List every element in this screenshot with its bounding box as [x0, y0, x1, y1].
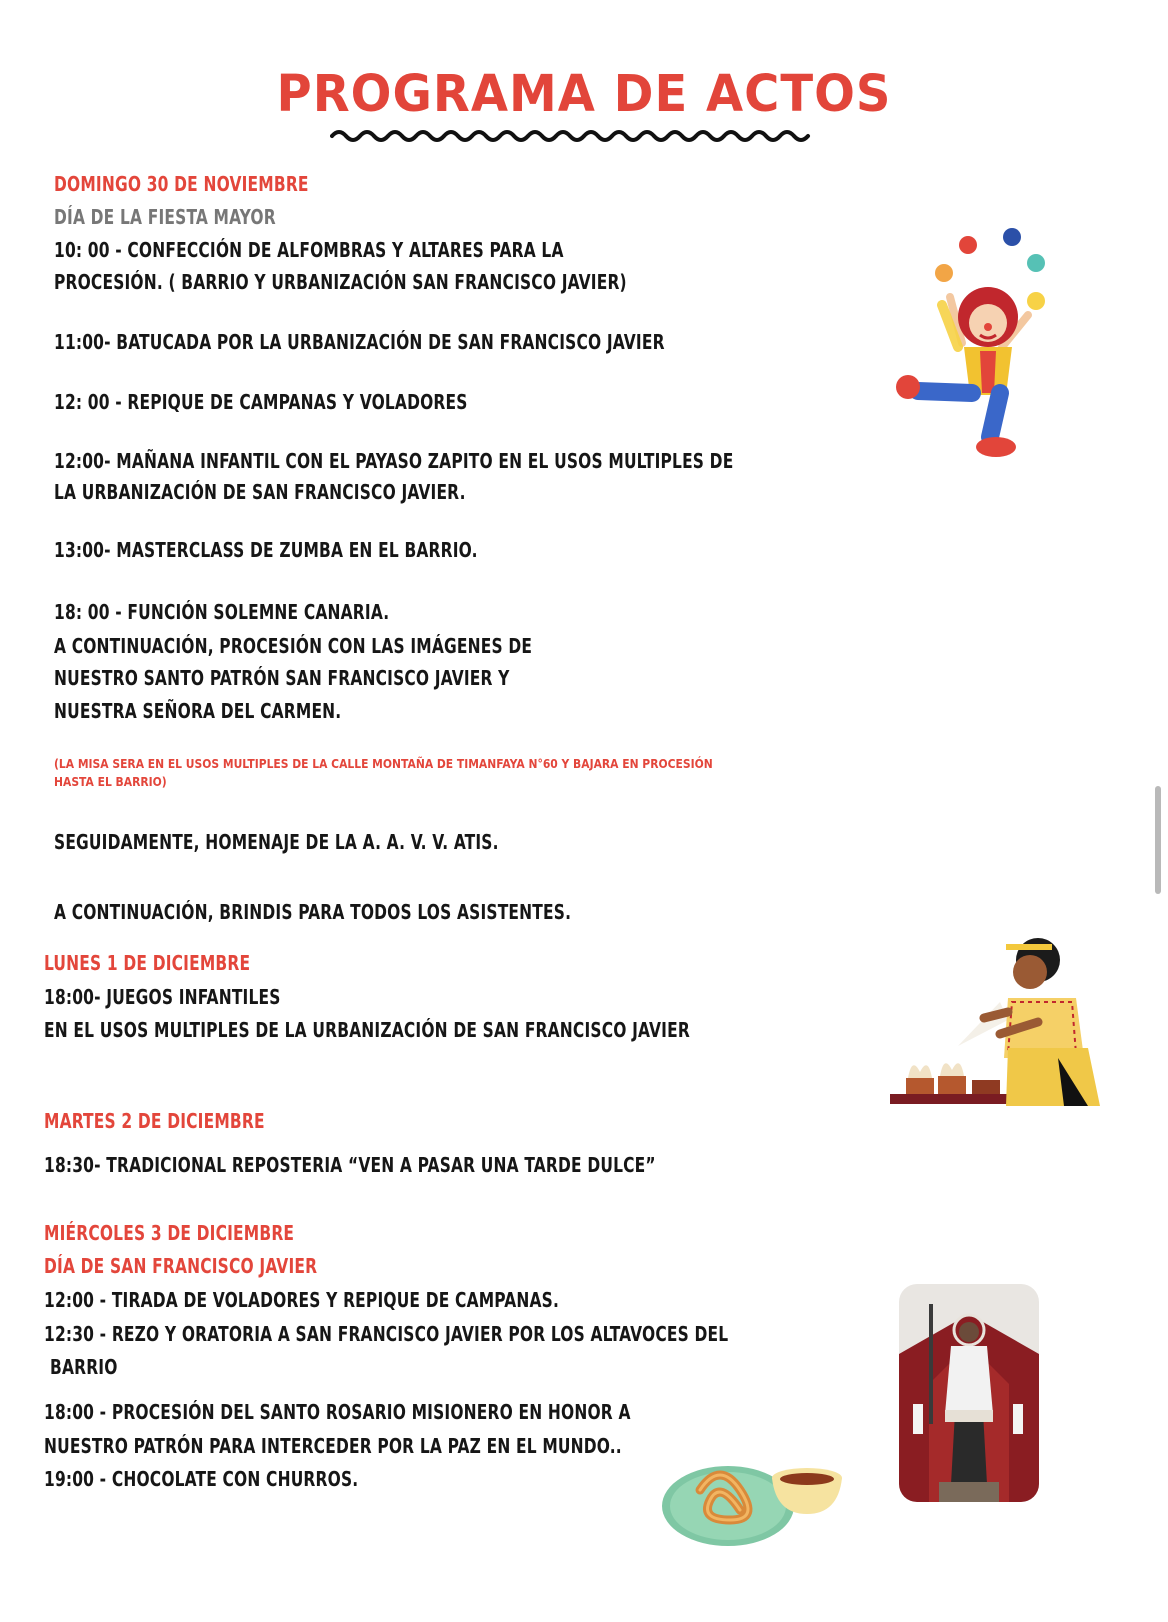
churros-chocolate-icon: [660, 1450, 852, 1550]
day-heading-domingo: DOMINGO 30 DE NOVIEMBRE: [54, 172, 309, 196]
event-line: 19:00 - CHOCOLATE CON CHURROS.: [44, 1467, 359, 1491]
event-line: 12:00- MAÑANA INFANTIL CON EL PAYASO ZAPITO EN EL USOS MULTIPLES DE: [54, 449, 734, 473]
event-note: (LA MISA SERA EN EL USOS MULTIPLES DE LA CALLE MONTAÑA DE TIMANFAYA N°60 Y BAJARA EN PROCESIÓN: [54, 756, 713, 771]
event-line: BARRIO: [50, 1355, 118, 1379]
event-line: A CONTINUACIÓN, BRINDIS PARA TODOS LOS ASISTENTES.: [54, 900, 572, 924]
event-line: EN EL USOS MULTIPLES DE LA URBANIZACIÓN DE SAN FRANCISCO JAVIER: [44, 1018, 690, 1042]
event-line: 12: 00 - REPIQUE DE CAMPANAS Y VOLADORES: [54, 390, 468, 414]
event-line: PROCESIÓN. ( BARRIO Y URBANIZACIÓN SAN FRANCISCO JAVIER): [54, 270, 627, 294]
saint-statue-photo: [899, 1284, 1039, 1502]
event-line: 13:00- MASTERCLASS DE ZUMBA EN EL BARRIO.: [54, 538, 478, 562]
day-subtitle: DÍA DE SAN FRANCISCO JAVIER: [44, 1254, 318, 1278]
event-line: 18: 00 - FUNCIÓN SOLEMNE CANARIA.: [54, 600, 390, 624]
event-line: NUESTRO PATRÓN PARA INTERCEDER POR LA PAZ EN EL MUNDO..: [44, 1434, 622, 1458]
event-line: 12:00 - TIRADA DE VOLADORES Y REPIQUE DE CAMPANAS.: [44, 1288, 560, 1312]
day-heading-miercoles: MIÉRCOLES 3 DE DICIEMBRE: [44, 1221, 295, 1245]
scrollbar[interactable]: [1155, 786, 1161, 894]
event-line: 11:00- BATUCADA POR LA URBANIZACIÓN DE SAN FRANCISCO JAVIER: [54, 330, 665, 354]
event-line: NUESTRO SANTO PATRÓN SAN FRANCISCO JAVIER Y: [54, 666, 510, 690]
wavy-underline: [330, 126, 820, 146]
day-heading-lunes: LUNES 1 DE DICIEMBRE: [44, 951, 251, 975]
event-line: 12:30 - REZO Y ORATORIA A SAN FRANCISCO JAVIER POR LOS ALTAVOCES DEL: [44, 1322, 729, 1346]
baker-woman-icon: [888, 938, 1100, 1110]
event-line: LA URBANIZACIÓN DE SAN FRANCISCO JAVIER.: [54, 480, 466, 504]
event-line: 18:00- JUEGOS INFANTILES: [44, 985, 281, 1009]
day-heading-martes: MARTES 2 DE DICIEMBRE: [44, 1109, 265, 1133]
juggling-clown-icon: [890, 225, 1050, 465]
page-title: PROGRAMA DE ACTOS: [276, 64, 892, 124]
event-note: HASTA EL BARRIO): [54, 774, 167, 789]
event-line: SEGUIDAMENTE, HOMENAJE DE LA A. A. V. V. ATIS.: [54, 830, 499, 854]
event-line: 18:00 - PROCESIÓN DEL SANTO ROSARIO MISIONERO EN HONOR A: [44, 1400, 631, 1424]
event-line: A CONTINUACIÓN, PROCESIÓN CON LAS IMÁGENES DE: [54, 634, 533, 658]
event-line: 10: 00 - CONFECCIÓN DE ALFOMBRAS Y ALTARES PARA LA: [54, 238, 564, 262]
day-subtitle: DÍA DE LA FIESTA MAYOR: [54, 205, 276, 229]
event-line: NUESTRA SEÑORA DEL CARMEN.: [54, 699, 342, 723]
event-line: 18:30- TRADICIONAL REPOSTERIA “VEN A PASAR UNA TARDE DULCE”: [44, 1153, 656, 1177]
